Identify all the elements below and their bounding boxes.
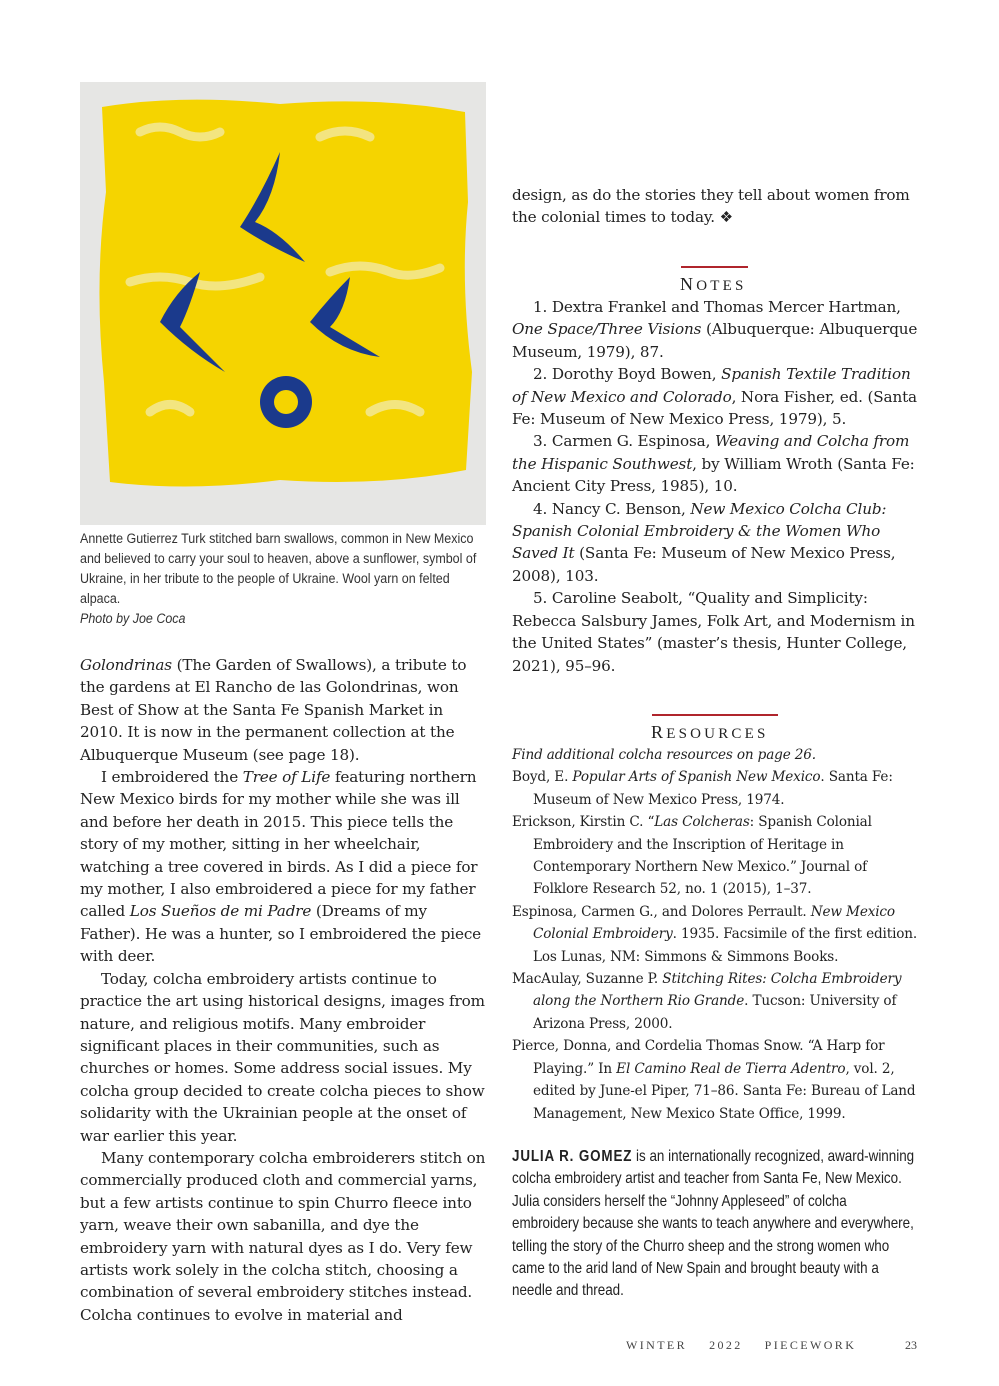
italic-text: New Mexico Colcha Club: Spanish Colonial Embroidery & the Women Who Saved It [512, 499, 887, 563]
text-run: Today, colcha embroidery artists continue to practice the art using historical designs, images from nature, and religious motifs. Many embroider significant places in their communities, such as churches or homes. Some address social issues. My colcha group decided to create colcha pieces to show solidarity with the Ukrainian people at the onset of war earlier this year. [80, 969, 485, 1145]
paragraph [80, 1147, 490, 1326]
italic-text: El Camino Real de Tierra Adentro [616, 1060, 846, 1077]
text-run: design, as do the stories they tell about women from the colonial times to today. ❖ [512, 186, 910, 227]
text-run: 5. Caroline Seabolt, “Quality and Simplicity: Rebecca Salsbury James, Folk Art, and Modernism in the United States” (master’s thesis, Hunter College, 2021), 95–96. [512, 589, 915, 675]
text-run: Boyd, E. [512, 769, 573, 786]
text-run: . 1935. Facsimile of the first edition. Los Lunas, NM: Simmons & Simmons Books. [533, 926, 918, 965]
notes-rule [681, 266, 748, 268]
text-run: MacAulay, Suzanne P. [512, 971, 663, 988]
italic-text: Tree of Life [242, 768, 331, 787]
paragraph [80, 968, 490, 1147]
paragraph [512, 1035, 922, 1125]
notes-heading: NOTES [680, 274, 747, 294]
footer-year: 2022 [709, 1338, 743, 1352]
paragraph [512, 766, 922, 811]
italic-text: Spanish Textile Tradition of New Mexico and Colorado [512, 365, 911, 406]
italic-text: Golondrinas [80, 656, 172, 674]
paragraph [512, 184, 922, 229]
paragraph [512, 296, 922, 363]
italic-text: Stitching Rites: Colcha Embroidery along the Northern Rio Grande [533, 971, 902, 1010]
bio-text: is an internationally recognized, award-winning colcha embroidery artist and teacher from Santa Fe, New Mexico. Julia considers herself the “Johnny Appleseed” of colcha embroidery because she wants to teach anywhere and everywhere, telling the story of the Churro sheep and the strong women who came to the arid land of New Spain and brought beauty with a needle and thread. [512, 1148, 915, 1300]
text-run: Pierce, Donna, and Cordelia Thomas Snow. “A Harp for Playing.” In [512, 1038, 885, 1077]
resources-list [512, 744, 922, 1125]
italic-text: Las Colcheras [654, 814, 750, 831]
caption-text: Annette Gutierrez Turk stitched barn swallows, common in New Mexico and believed to carry your soul to heaven, above a sunflower, symbol of Ukraine, in her tribute to the people of Ukraine. Wool yarn on felted alpaca. [80, 531, 477, 607]
text-run: : Spanish Colonial Embroidery and the Inscription of Heritage in Contemporary Northern New Mexico.” Journal of Folklore Research 52, no. 1 (2015), 1–37. [533, 814, 872, 898]
text-run: Many contemporary colcha embroiderers stitch on commercially produced cloth and commercial yarns, but a few artists continue to spin Churro fleece into yarn, weave their own sabanilla, and dye the embroidery yarn with natural dyes as I do. Very few artists work solely in the colcha stitch, choosing a combination of several embroidery stitches instead. Colcha continues to evolve in material and [80, 1148, 486, 1324]
author-bio [512, 1146, 916, 1303]
italic-text: Popular Arts of Spanish New Mexico [572, 769, 821, 786]
text-run: 2. Dorothy Boyd Bowen, [533, 365, 722, 384]
italic-text: Weaving and Colcha from the Hispanic Southwest [512, 432, 910, 473]
paragraph [80, 654, 490, 766]
paragraph [512, 587, 922, 677]
italic-text: One Space/Three Visions [512, 320, 702, 339]
notes-list [512, 296, 922, 677]
text-run: , vol. 2, edited by June-el Piper, 71–86. Santa Fe: Bureau of Land Management, New Mexico State Office, 1999. [533, 1060, 916, 1122]
resources-heading: RESOURCES [651, 722, 769, 742]
text-run: (Dreams of my Father). He was a hunter, so I embroidered the piece with deer. [80, 902, 482, 966]
page-number: 23 [905, 1338, 917, 1352]
paragraph [512, 901, 922, 968]
italic-text: New Mexico Colonial Embroidery [533, 903, 895, 943]
paragraph [512, 968, 922, 1035]
author-name: JULIA R. GOMEZ [512, 1148, 633, 1165]
text-run: Espinosa, Carmen G., and Dolores Perrault. [512, 903, 811, 920]
paragraph [512, 811, 922, 901]
text-run: , Nora Fisher, ed. (Santa Fe: Museum of New Mexico Press, 1979), 5. [512, 387, 917, 429]
footer-season: WINTER [626, 1338, 688, 1352]
photo-caption [80, 529, 480, 629]
text-run: Erickson, Kirstin C. “ [512, 814, 655, 831]
paragraph [80, 766, 490, 968]
photo-credit: Photo by Joe Coca [80, 611, 186, 627]
paragraph [512, 498, 922, 588]
text-run: featuring northern New Mexico birds for my mother while she was ill and before her death in 2015. This piece tells the story of my mother, sitting in her wheelchair, watching a tree covered in birds. As I did a piece for my mother, I also embroidered a piece for my father called [80, 768, 478, 921]
text-run: I embroidered the [101, 768, 243, 787]
running-footer [626, 1338, 878, 1353]
resources-intro: Find additional colcha resources on page 26. [512, 747, 816, 763]
text-run: (The Garden of Swallows), a tribute to the gardens at El Rancho de las Golondrinas, won Best of Show at the Santa Fe Spanish Market in 2010. It is now in the permanent collection at the Albuquerque Museum (see page 18). [80, 656, 467, 764]
embroidery-photo [80, 82, 486, 525]
footer-magazine: PIECEWORK [764, 1338, 857, 1352]
paragraph [512, 430, 922, 497]
right-body-text [512, 184, 922, 229]
text-run: (Albuquerque: Albuquerque Museum, 1979), 87. [512, 320, 918, 361]
text-run: . Santa Fe: Museum of New Mexico Press, 1974. [533, 769, 893, 808]
paragraph [512, 363, 922, 430]
text-run: (Santa Fe: Museum of New Mexico Press, 2008), 103. [512, 544, 896, 585]
resources-rule [652, 714, 778, 716]
text-run: 1. Dextra Frankel and Thomas Mercer Hartman, [533, 298, 901, 316]
text-run: , by William Wroth (Santa Fe: Ancient City Press, 1985), 10. [512, 454, 915, 496]
text-run: 3. Carmen G. Espinosa, [533, 432, 715, 451]
text-run: . Tucson: University of Arizona Press, 2000. [533, 993, 897, 1032]
text-run: 4. Nancy C. Benson, [533, 499, 691, 518]
italic-text: Los Sueños de mi Padre [129, 902, 312, 921]
left-body-text [80, 654, 490, 1326]
